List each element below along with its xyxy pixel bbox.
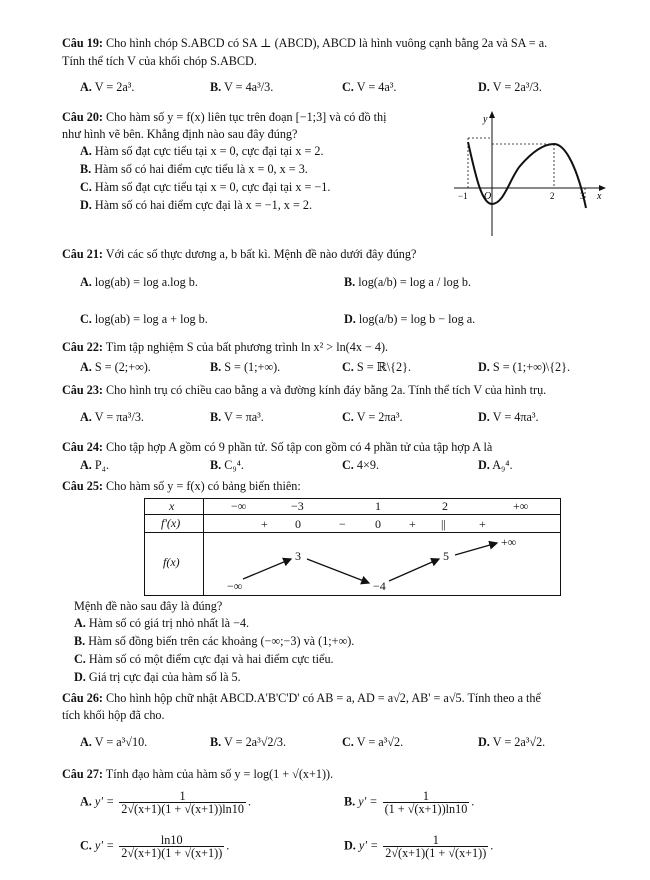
q23-option-d[interactable]: D. V = 4πa³.: [478, 410, 539, 424]
graph-tick-neg1: −1: [458, 191, 468, 201]
q24-line: [62, 440, 492, 454]
sign-zero-1: 0: [295, 517, 301, 531]
q20-label: Câu 20:: [62, 110, 103, 124]
q19-option-d[interactable]: D. V = 2a³/3.: [478, 80, 542, 94]
x-val-1: 1: [375, 499, 381, 513]
q24-option-c[interactable]: C. 4×9.: [342, 458, 380, 472]
q27-option-b[interactable]: B. y' = $\frac{1}{(1 + √(x+1))\ln 10}$ .: [344, 789, 475, 816]
q21-option-b[interactable]: B. log(a/b) = log a / log b.: [344, 275, 472, 289]
q27-label: Câu 27:: [62, 767, 103, 781]
q19-option-a[interactable]: A. V = 2a³.: [80, 80, 135, 94]
q26-label: Câu 26:: [62, 691, 103, 705]
sign-4: +: [479, 517, 486, 531]
q20-function-graph: [440, 108, 610, 240]
q26-option-d[interactable]: D. V = 2a³√2.: [478, 735, 546, 749]
q20-option-a[interactable]: A. Hàm số đạt cực tiểu tại x = 0, cực đại tại x = 2.: [80, 144, 324, 158]
q19-label: Câu 19:: [62, 36, 103, 50]
q24-option-a[interactable]: A. P₄.: [80, 458, 109, 472]
q24-option-b[interactable]: B. C₉⁴.: [210, 458, 244, 472]
q21-option-c[interactable]: C. log(ab) = log a + log b.: [80, 312, 208, 326]
graph-y-label: y: [483, 114, 488, 125]
q26-text2: tích khối hộp đã cho.: [62, 708, 165, 722]
q21-option-a[interactable]: A. log(ab) = log a.log b.: [80, 275, 198, 289]
q20-text1: Cho hàm số y = f(x) liên tục trên đoạn [−1;3] và có đồ thị: [106, 110, 387, 124]
arrow-up-3: [455, 543, 497, 555]
q22-option-a[interactable]: A. S = (2;+∞).: [80, 360, 151, 374]
arrow-up-1: [243, 559, 291, 579]
sign-3: +: [409, 517, 416, 531]
f-val-min-neg4: −4: [373, 579, 386, 593]
sign-1: +: [261, 517, 268, 531]
q24-label: Câu 24:: [62, 440, 103, 454]
q26-text1: Cho hình hộp chữ nhật ABCD.A'B'C'D' có AB = a, AD = a√2, AB' = a√5. Tính theo a thể: [106, 691, 541, 705]
x-val-neg3: −3: [291, 499, 304, 513]
q25-label: Câu 25:: [62, 479, 103, 493]
q24-text: Cho tập hợp A gồm có 9 phần tử. Số tập con gồm có 4 phần tử của tập hợp A là: [106, 440, 493, 454]
graph-x-label: x: [597, 191, 602, 202]
q21-label: Câu 21:: [62, 247, 103, 261]
sign-undefined: ||: [441, 517, 446, 531]
q26-option-c[interactable]: C. V = a³√2.: [342, 735, 404, 749]
q23-option-a[interactable]: A. V = πa³/3.: [80, 410, 144, 424]
q25-option-b[interactable]: B. Hàm số đồng biến trên các khoảng (−∞;−3) và (1;+∞).: [74, 634, 355, 648]
q22-option-d[interactable]: D. S = (1;+∞)\{2}.: [478, 360, 571, 374]
q23-line: [62, 383, 546, 397]
q20-option-c[interactable]: C. Hàm số đạt cực tiểu tại x = 0, cực đại tại x = −1.: [80, 180, 331, 194]
q25-text: Cho hàm số y = f(x) có bảng biến thiên:: [106, 479, 301, 493]
q20-option-d[interactable]: D. Hàm số có hai điểm cực đại là x = −1, x = 2.: [80, 198, 313, 212]
q19-text1: Cho hình chóp S.ABCD có SA ⊥ (ABCD), ABCD là hình vuông cạnh bằng 2a và SA = a.: [106, 36, 548, 50]
f-val-max-3: 3: [295, 549, 301, 563]
graph-origin-label: O: [484, 191, 492, 202]
q25-line: [62, 479, 301, 493]
q27-option-c[interactable]: C. y' = $\frac{\ln 10}{2√(x+1)(1 + √(x+1))}$ .: [80, 833, 230, 860]
q23-option-b[interactable]: B. V = πa³.: [210, 410, 264, 424]
q22-text: Tìm tập nghiệm S của bất phương trình ln x² > ln(4x − 4).: [105, 340, 389, 354]
graph-tick-2: 2: [550, 191, 555, 201]
q25-option-a[interactable]: A. Hàm số có giá trị nhỏ nhất là −4.: [74, 616, 250, 630]
arrow-down: [307, 559, 369, 583]
f-val-neg-inf: −∞: [227, 579, 243, 593]
table-arrows: [145, 499, 560, 595]
q27-option-a[interactable]: A. y' = $\frac{1}{2√(x+1)(1 + √(x+1))\ln 10}$ .: [80, 789, 251, 816]
variation-table: [144, 498, 561, 596]
q26-line1: [62, 691, 541, 705]
f-val-pos-inf: +∞: [501, 535, 517, 549]
x-val-2: 2: [442, 499, 448, 513]
q21-option-d[interactable]: D. log(a/b) = log b − log a.: [344, 312, 476, 326]
q26-option-b[interactable]: B. V = 2a³√2/3.: [210, 735, 287, 749]
q23-text: Cho hình trụ có chiều cao bằng a và đường kính đáy bằng 2a. Tính thể tích V của hình trụ.: [106, 383, 547, 397]
q27-line: [62, 767, 333, 781]
q19-text2: Tính thể tích V của khối chóp S.ABCD.: [62, 54, 257, 68]
q26-option-a[interactable]: A. V = a³√10.: [80, 735, 148, 749]
q22-label: Câu 22:: [62, 340, 103, 354]
q27-option-d[interactable]: D. y' = $\frac{1}{2√(x+1)(1 + √(x+1))}$ .: [344, 833, 494, 860]
q19-option-c[interactable]: C. V = 4a³.: [342, 80, 397, 94]
x-val-pos-inf: +∞: [513, 499, 529, 513]
arrow-up-2: [389, 559, 439, 581]
q22-option-c[interactable]: C. S = ℝ\{2}.: [342, 360, 412, 374]
q19-option-b[interactable]: B. V = 4a³/3.: [210, 80, 274, 94]
y-axis-arrow-icon: [489, 111, 495, 118]
q25-option-d[interactable]: D. Giá trị cực đại của hàm số là 5.: [74, 670, 241, 684]
table-f-head: f(x): [163, 555, 180, 569]
f-val-5: 5: [443, 549, 449, 563]
q20-text2: như hình vẽ bên. Khẳng định nào sau đây đúng?: [62, 127, 298, 141]
q21-text: Với các số thực dương a, b bất kì. Mệnh đề nào dưới đây đúng?: [105, 247, 417, 261]
q19-line1: [62, 36, 547, 50]
q20-option-b[interactable]: B. Hàm số có hai điểm cực tiểu là x = 0, x = 3.: [80, 162, 308, 176]
graph-tick-3: 3: [580, 191, 585, 201]
q25-option-c[interactable]: C. Hàm số có một điểm cực đại và hai điểm cực tiểu.: [74, 652, 334, 666]
q22-option-b[interactable]: B. S = (1;+∞).: [210, 360, 281, 374]
q23-label: Câu 23:: [62, 383, 103, 397]
q21-line: [62, 247, 416, 261]
sign-2: −: [339, 517, 346, 531]
q25-question: Mệnh đề nào sau đây là đúng?: [74, 599, 223, 613]
q22-line: [62, 340, 388, 354]
q23-option-c[interactable]: C. V = 2πa³.: [342, 410, 403, 424]
table-fp-head: f'(x): [161, 516, 181, 530]
q24-option-d[interactable]: D. A₉⁴.: [478, 458, 513, 472]
q20-line1: [62, 110, 386, 124]
x-val-neg-inf: −∞: [231, 499, 247, 513]
q27-text: Tính đạo hàm của hàm số y = log(1 + √(x+1)).: [105, 767, 334, 781]
table-x-head: x: [169, 499, 175, 513]
sign-zero-2: 0: [375, 517, 381, 531]
